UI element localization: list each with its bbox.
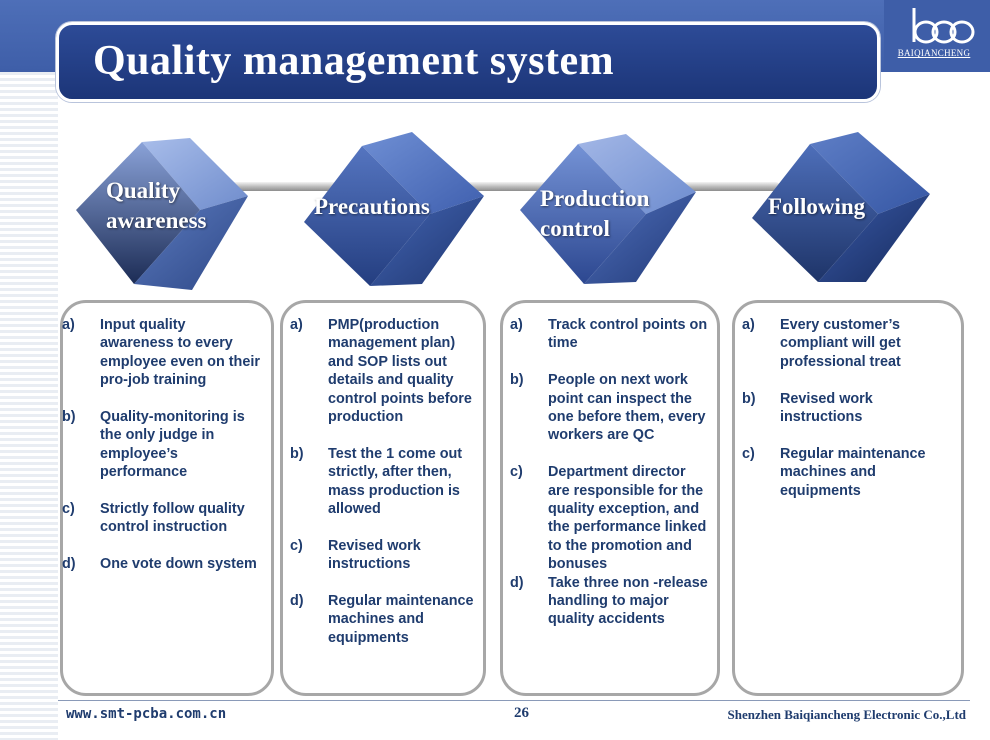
- title-bar: [56, 22, 880, 102]
- stage-label-3: Production control: [540, 186, 650, 241]
- stage-label-4: Following: [768, 194, 866, 219]
- list-item: b) Revised work instructions: [742, 390, 873, 426]
- slide-title: Quality management system: [93, 38, 615, 84]
- logo-mark-icon: [884, 2, 984, 50]
- list-item: c) Regular maintenance machines and equipments: [742, 445, 926, 499]
- list-item: d) Take three non -release handling to major quality accidents: [510, 574, 708, 628]
- list-item: a) Track control points on time: [510, 317, 708, 352]
- list-item: a) PMP(production management plan) and SOP lists out details and quality control points before production: [290, 317, 472, 426]
- panel-1-list: [62, 316, 262, 592]
- stage-label-2: Precautions: [314, 194, 430, 219]
- list-item: b) Test the 1 come out strictly, after then, mass production is allowed: [290, 445, 463, 518]
- panel-4-list: [742, 316, 954, 518]
- list-item: d) One vote down system: [62, 556, 257, 573]
- list-item: b) People on next work point can inspect the one before them, every workers are QC: [510, 372, 706, 444]
- list-item: c) Revised work instructions: [290, 537, 421, 573]
- page-number: 26: [514, 705, 529, 721]
- footer-website: www.smt-pcba.com.cn: [66, 706, 227, 722]
- list-item: c) Strictly follow quality control instruction: [62, 501, 245, 536]
- list-item: b) Quality-monitoring is the only judge in employee’s performance: [62, 409, 245, 481]
- list-item: d) Regular maintenance machines and equipments: [290, 593, 474, 646]
- panel-2-list: [290, 316, 476, 666]
- footer-divider: [58, 700, 970, 701]
- list-item: c) Department director are responsible for the quality exception, and the performance linked to the promotion and bonuses: [510, 464, 707, 573]
- list-item: a) Every customer’s compliant will get professional treat: [742, 317, 901, 370]
- left-stripe-decoration: [0, 0, 58, 740]
- stage-label-1: Quality awareness: [106, 178, 207, 233]
- company-logo: [884, 0, 990, 72]
- logo-text: BAIQIANCHENG: [897, 48, 971, 58]
- panel-3-list: [510, 316, 708, 647]
- footer-company: Shenzhen Baiqiancheng Electronic Co.,Ltd: [727, 707, 966, 722]
- list-item: a) Input quality awareness to every employee even on their pro-job training: [62, 317, 260, 389]
